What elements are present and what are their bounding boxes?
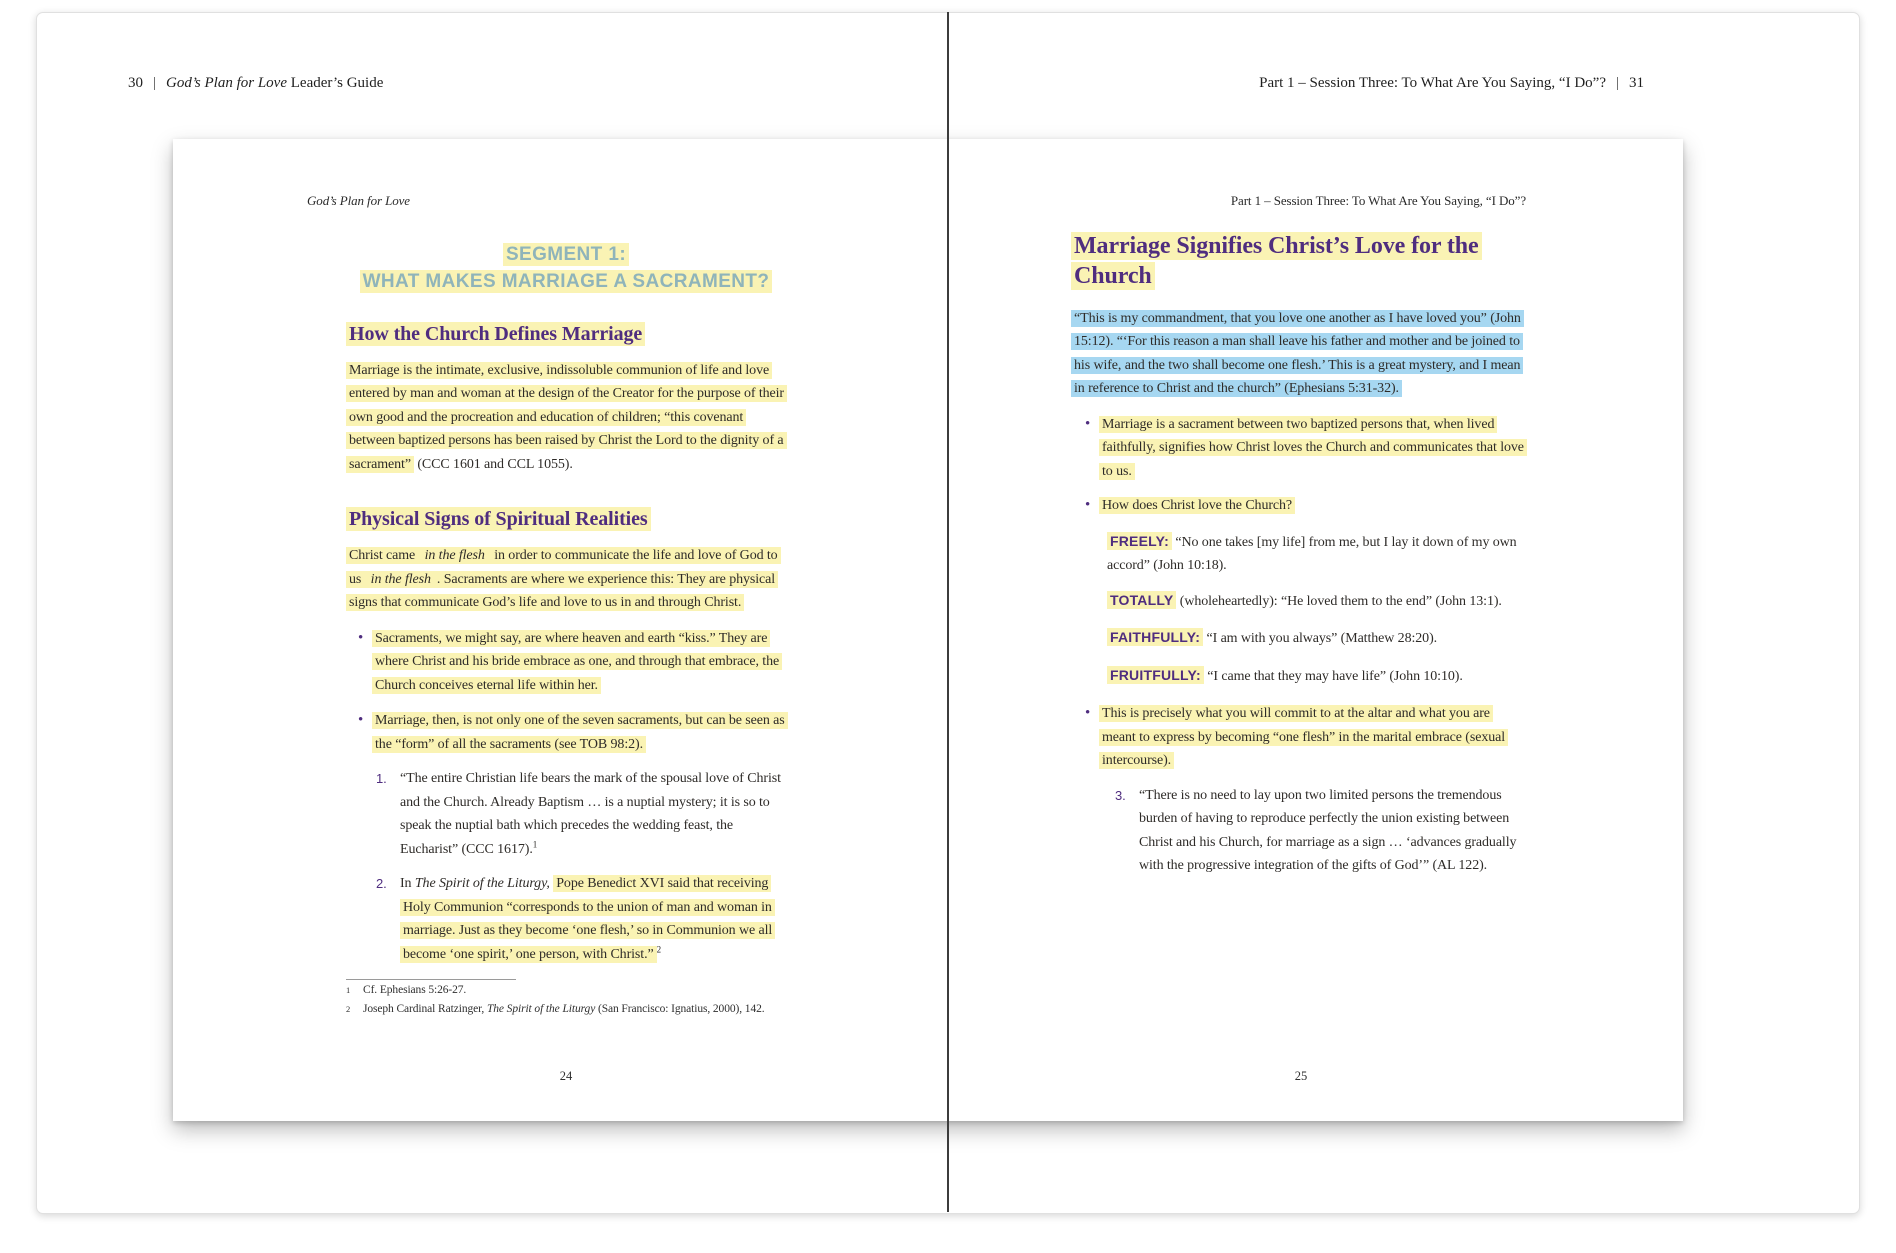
love-item-freely: FREELY: “No one takes [my life] from me, but I lay it down of my own accord” (John 10:18). (1107, 532, 1517, 573)
running-header-right (1259, 75, 1644, 92)
love-item-fruitfully: FRUITFULLY: “I came that they may have life” (John 10:10). (1107, 664, 1526, 689)
love-label-faithfully: FAITHFULLY: (1107, 628, 1203, 646)
book-title: God’s Plan for Love (166, 75, 287, 91)
footnote-1: 1 Cf. Ephesians 5:26-27. (346, 983, 786, 999)
bullet-icon: • (1085, 705, 1091, 721)
inner-page-24 (307, 189, 786, 1017)
segment-heading-line2: WHAT MAKES MARRIAGE A SACRAMENT? (360, 270, 773, 293)
header-separator: | (153, 75, 157, 91)
love-label-freely: FREELY: (1107, 532, 1172, 550)
footnote-number: 2 (346, 1003, 351, 1014)
footnote-number: 1 (346, 985, 351, 995)
list-number: 3. (1115, 787, 1126, 803)
outer-page-number-left: 30 (128, 75, 143, 91)
page-25-running-header: Part 1 – Session Three: To What Are You Saying, “I Do”? (1230, 193, 1526, 208)
list-number: 2. (376, 876, 387, 891)
numbered-item-1: 1. “The entire Christian life bears the mark of the spousal love of Christ and the Church. Already Baptism … is a nuptial mystery; it is so to speak the nuptial bath which precedes the wedding feast, the Eucharist” (CCC 1617).$^1$ (346, 767, 786, 861)
page-24-running-header: God’s Plan for Love (307, 193, 410, 208)
love-label-fruitfully: FRUITFULLY: (1107, 666, 1204, 684)
bullet-icon: • (358, 629, 364, 646)
bullet-item-marriage-form: • Marriage, then, is not only one of the seven sacraments, but can be seen as the “form” of all the sacraments (see TOB 98:2). (346, 709, 786, 756)
bullet-item-commit-at-altar: • This is precisely what you will commit to at the altar and what you are meant to express by becoming “one flesh” in the marital embrace (sexual intercourse). (1071, 702, 1526, 773)
header-separator: | (1615, 75, 1619, 91)
inner-page-number-24: 24 (559, 1069, 573, 1083)
footnote-2: 2 Joseph Cardinal Ratzinger, The Spirit of the Liturgy (San Francisco: Ignatius, 2000), 142. (346, 1002, 786, 1018)
section-heading-physical-signs: Physical Signs of Spiritual Realities (346, 506, 786, 532)
bullet-item-sacraments-kiss: • Sacraments, we might say, are where heaven and earth “kiss.” They are where Christ and his bride embrace as one, and through that embrace, the Church conceives eternal life within her. (346, 627, 786, 698)
bullet-icon: • (358, 712, 364, 728)
segment-heading (346, 241, 786, 295)
section-heading-church-defines: How the Church Defines Marriage (346, 321, 786, 347)
running-header-left (128, 75, 383, 92)
footnote-reference-1: 1 (532, 838, 538, 849)
bullet-item-sacrament-signifies: • Marriage is a sacrament between two baptized persons that, when lived faithfully, signifies how Christ loves the Church and communicates that love to us. (1071, 413, 1526, 484)
leaders-guide-open-spread (36, 12, 1860, 1214)
bullet-item-how-christ-loves: • How does Christ love the Church? (1071, 494, 1526, 518)
page-title-marriage-signifies: Marriage Signifies Christ’s Love for the Church (1071, 231, 1526, 291)
love-item-faithfully: FAITHFULLY: “I am with you always” (Matthew 28:20). (1107, 626, 1526, 651)
session-title: Part 1 – Session Three: To What Are You Saying, “I Do”? (1259, 75, 1606, 91)
paragraph-christ-in-flesh: Christ came in the flesh in order to communicate the life and love of God to us in the flesh . Sacraments are where we experience this: They are physical signs that communicate God’s life and love to us in and through Christ. (346, 544, 786, 615)
paragraph-scripture-quote: “This is my commandment, that you love one another as I have loved you” (John 15:12). “‘For this reason a man shall leave his father and mother and be joined to his wife, and the two shall become one flesh.’ This is a great mystery, and I mean in reference to Christ and the church” (Ephesians 5:31-32). (1071, 307, 1526, 401)
numbered-item-3: 3. “There is no need to lay upon two limited persons the tremendous burden of having to reproduce perfectly the union existing between Christ and his Church, for marriage as a sign … ‘advances gradually with the progressive integration of the gifts of God’” (AL 122). (1071, 784, 1526, 878)
footnote-rule (346, 979, 516, 980)
book-subtitle: Leader’s Guide (287, 75, 384, 91)
inner-page-number-25: 25 (1294, 1069, 1308, 1083)
list-number: 1. (376, 771, 387, 786)
participant-guide-spread-image (173, 139, 1683, 1121)
love-label-totally: TOTALLY (1107, 591, 1176, 609)
love-item-totally: TOTALLY (wholeheartedly): “He loved them to the end” (John 13:1). (1107, 589, 1526, 614)
segment-heading-line1: SEGMENT 1: (503, 243, 629, 266)
bullet-icon: • (1085, 497, 1091, 513)
bullet-icon: • (1085, 415, 1091, 432)
paragraph-marriage-definition: Marriage is the intimate, exclusive, indissoluble communion of life and love entered by man and woman at the design of the Creator for the purpose of their own good and the procreation and education of children; “this covenant between baptized persons has been raised by Christ the Lord to the dignity of a sacrament” (CCC 1601 and CCL 1055). (346, 359, 786, 477)
inner-page-25 (1071, 189, 1526, 878)
spread-fold-line (947, 12, 949, 1212)
numbered-item-2: 2. In The Spirit of the Liturgy, Pope Benedict XVI said that receiving Holy Communion “corresponds to the union of man and woman in marriage. Just as they become ‘one flesh,’ so in Communion we all become ‘one spirit,’ one person, with Christ.” $^2$ (346, 872, 786, 966)
footnote-reference-2: 2 (656, 943, 661, 954)
outer-page-number-right: 31 (1629, 75, 1644, 91)
